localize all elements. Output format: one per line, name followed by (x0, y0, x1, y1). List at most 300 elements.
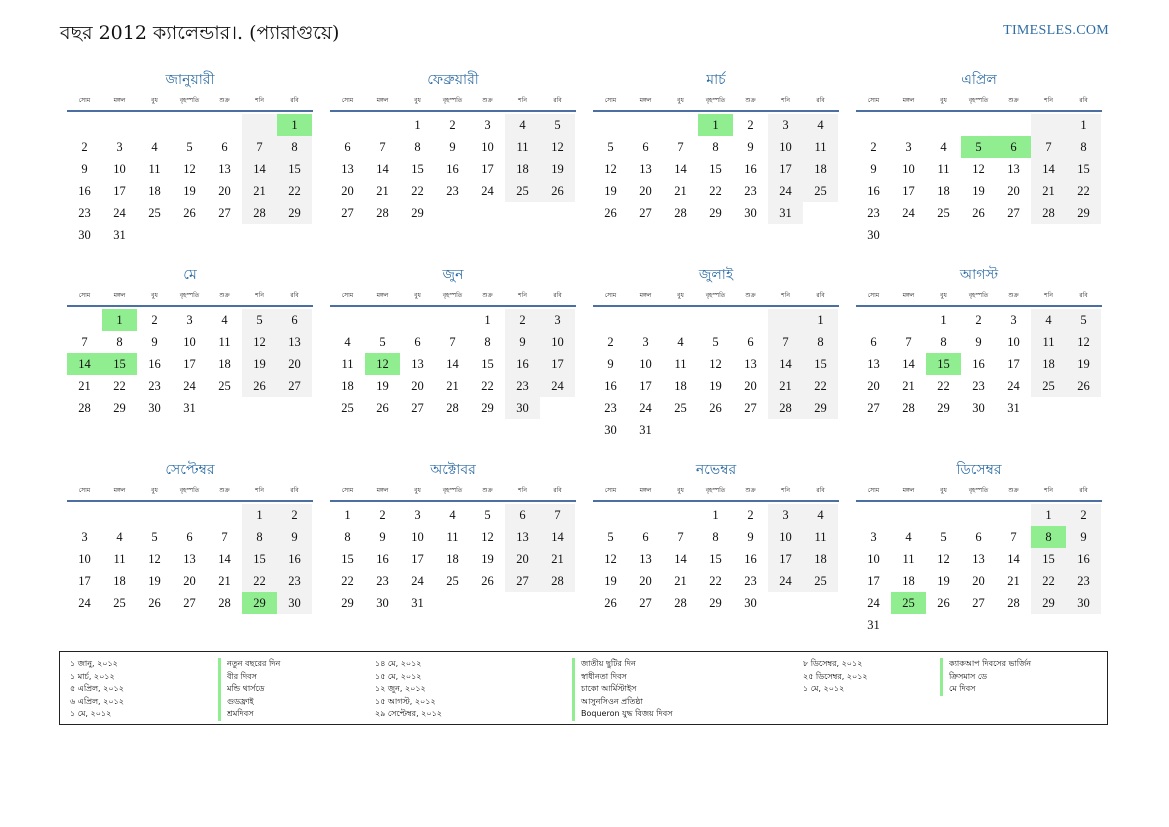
day-cell[interactable]: 9 (81, 162, 88, 176)
day-cell[interactable]: 2 (1066, 504, 1101, 526)
day-cell[interactable]: 28 (446, 401, 459, 415)
day-cell[interactable]: 4 (940, 140, 947, 154)
day-cell[interactable]: 2 (747, 118, 754, 132)
day-cell[interactable]: 17 (1007, 357, 1020, 371)
day-cell[interactable]: 22 (709, 574, 722, 588)
day-cell[interactable]: 27 (1007, 206, 1020, 220)
day-cell[interactable]: 23 (744, 574, 757, 588)
day-cell[interactable]: 2 (151, 313, 158, 327)
day-cell[interactable]: 17 (113, 184, 126, 198)
day-cell[interactable]: 12 (937, 552, 950, 566)
day-cell[interactable]: 29 (937, 401, 950, 415)
day-cell[interactable]: 4 (677, 335, 684, 349)
day-cell[interactable]: 21 (446, 379, 459, 393)
day-cell[interactable]: 13 (744, 357, 757, 371)
day-cell[interactable]: 15 (481, 357, 494, 371)
day-cell[interactable]: 30 (148, 401, 161, 415)
day-cell[interactable]: 20 (1007, 184, 1020, 198)
day-cell[interactable]: 15 (1031, 548, 1066, 570)
day-cell[interactable]: 24 (639, 401, 652, 415)
day-cell[interactable]: 12 (242, 331, 277, 353)
day-cell[interactable]: 19 (148, 574, 161, 588)
day-cell[interactable]: 24 (113, 206, 126, 220)
day-cell[interactable]: 12 (604, 162, 617, 176)
day-cell[interactable]: 9 (379, 530, 386, 544)
day-cell[interactable]: 18 (148, 184, 161, 198)
day-cell[interactable]: 17 (183, 357, 196, 371)
day-cell[interactable]: 22 (937, 379, 950, 393)
day-cell[interactable]: 27 (744, 401, 757, 415)
day-cell[interactable]: 19 (376, 379, 389, 393)
day-cell[interactable]: 5 (484, 508, 491, 522)
day-cell[interactable]: 22 (113, 379, 126, 393)
day-cell[interactable]: 2 (449, 118, 456, 132)
day-cell[interactable]: 28 (78, 401, 91, 415)
day-cell[interactable]: 19 (183, 184, 196, 198)
day-cell[interactable]: 27 (341, 206, 354, 220)
day-cell[interactable]: 11 (1031, 331, 1066, 353)
day-cell[interactable]: 3 (540, 309, 575, 331)
day-cell[interactable]: 18 (113, 574, 126, 588)
day-cell[interactable]: 24 (411, 574, 424, 588)
day-cell[interactable]: 1 (484, 313, 491, 327)
day-cell[interactable]: 25 (505, 180, 540, 202)
day-cell[interactable]: 18 (218, 357, 231, 371)
day-cell[interactable]: 8 (484, 335, 491, 349)
day-cell[interactable]: 19 (481, 552, 494, 566)
day-cell[interactable]: 3 (768, 114, 803, 136)
day-cell[interactable]: 8 (242, 526, 277, 548)
day-cell[interactable]: 8 (803, 331, 838, 353)
day-cell[interactable]: 5 (540, 114, 575, 136)
holiday-day[interactable]: 15 (926, 353, 961, 375)
day-cell[interactable]: 13 (183, 552, 196, 566)
day-cell[interactable]: 28 (902, 401, 915, 415)
day-cell[interactable]: 20 (505, 548, 540, 570)
day-cell[interactable]: 23 (867, 206, 880, 220)
day-cell[interactable]: 12 (481, 530, 494, 544)
day-cell[interactable]: 8 (414, 140, 421, 154)
day-cell[interactable]: 18 (674, 379, 687, 393)
day-cell[interactable]: 20 (411, 379, 424, 393)
day-cell[interactable]: 7 (1010, 530, 1017, 544)
day-cell[interactable]: 20 (639, 574, 652, 588)
day-cell[interactable]: 19 (604, 574, 617, 588)
day-cell[interactable]: 8 (940, 335, 947, 349)
day-cell[interactable]: 5 (186, 140, 193, 154)
holiday-day[interactable]: 14 (67, 353, 102, 375)
day-cell[interactable]: 17 (540, 353, 575, 375)
day-cell[interactable]: 27 (277, 375, 312, 397)
day-cell[interactable]: 25 (218, 379, 231, 393)
day-cell[interactable]: 7 (677, 140, 684, 154)
day-cell[interactable]: 8 (1066, 136, 1101, 158)
day-cell[interactable]: 19 (540, 158, 575, 180)
day-cell[interactable]: 15 (277, 158, 312, 180)
day-cell[interactable]: 19 (937, 574, 950, 588)
day-cell[interactable]: 26 (376, 401, 389, 415)
holiday-day[interactable]: 29 (242, 592, 277, 614)
day-cell[interactable]: 15 (709, 552, 722, 566)
day-cell[interactable]: 12 (540, 136, 575, 158)
day-cell[interactable]: 14 (540, 526, 575, 548)
day-cell[interactable]: 10 (78, 552, 91, 566)
day-cell[interactable]: 6 (344, 140, 351, 154)
day-cell[interactable]: 6 (414, 335, 421, 349)
site-link[interactable]: TIMESLES.COM (1003, 23, 1109, 38)
day-cell[interactable]: 18 (803, 548, 838, 570)
day-cell[interactable]: 21 (242, 180, 277, 202)
day-cell[interactable]: 5 (242, 309, 277, 331)
day-cell[interactable]: 10 (902, 162, 915, 176)
day-cell[interactable]: 4 (1031, 309, 1066, 331)
day-cell[interactable]: 3 (414, 508, 421, 522)
day-cell[interactable]: 6 (642, 530, 649, 544)
day-cell[interactable]: 29 (277, 202, 312, 224)
day-cell[interactable]: 4 (116, 530, 123, 544)
day-cell[interactable]: 15 (242, 548, 277, 570)
day-cell[interactable]: 2 (870, 140, 877, 154)
day-cell[interactable]: 15 (1066, 158, 1101, 180)
day-cell[interactable]: 28 (376, 206, 389, 220)
day-cell[interactable]: 19 (972, 184, 985, 198)
day-cell[interactable]: 15 (411, 162, 424, 176)
day-cell[interactable]: 17 (902, 184, 915, 198)
day-cell[interactable]: 23 (78, 206, 91, 220)
day-cell[interactable]: 23 (277, 570, 312, 592)
day-cell[interactable]: 3 (642, 335, 649, 349)
day-cell[interactable]: 11 (902, 552, 915, 566)
day-cell[interactable]: 27 (639, 596, 652, 610)
day-cell[interactable]: 12 (604, 552, 617, 566)
holiday-day[interactable]: 12 (365, 353, 400, 375)
day-cell[interactable]: 21 (376, 184, 389, 198)
day-cell[interactable]: 23 (505, 375, 540, 397)
day-cell[interactable]: 2 (277, 504, 312, 526)
day-cell[interactable]: 17 (78, 574, 91, 588)
day-cell[interactable]: 10 (183, 335, 196, 349)
day-cell[interactable]: 1 (414, 118, 421, 132)
day-cell[interactable]: 22 (242, 570, 277, 592)
day-cell[interactable]: 10 (411, 530, 424, 544)
day-cell[interactable]: 30 (505, 397, 540, 419)
day-cell[interactable]: 27 (639, 206, 652, 220)
day-cell[interactable]: 3 (81, 530, 88, 544)
day-cell[interactable]: 8 (277, 136, 312, 158)
day-cell[interactable]: 11 (803, 136, 838, 158)
day-cell[interactable]: 2 (505, 309, 540, 331)
day-cell[interactable]: 14 (1031, 158, 1066, 180)
day-cell[interactable]: 11 (937, 162, 950, 176)
day-cell[interactable]: 8 (116, 335, 123, 349)
day-cell[interactable]: 16 (744, 552, 757, 566)
day-cell[interactable]: 26 (1066, 375, 1101, 397)
day-cell[interactable]: 13 (639, 162, 652, 176)
day-cell[interactable]: 24 (540, 375, 575, 397)
day-cell[interactable]: 29 (709, 596, 722, 610)
day-cell[interactable]: 16 (604, 379, 617, 393)
day-cell[interactable]: 7 (540, 504, 575, 526)
day-cell[interactable]: 30 (867, 228, 880, 242)
day-cell[interactable]: 18 (937, 184, 950, 198)
day-cell[interactable]: 26 (709, 401, 722, 415)
day-cell[interactable]: 13 (639, 552, 652, 566)
day-cell[interactable]: 2 (747, 508, 754, 522)
day-cell[interactable]: 25 (113, 596, 126, 610)
day-cell[interactable]: 25 (446, 574, 459, 588)
day-cell[interactable]: 28 (768, 397, 803, 419)
day-cell[interactable]: 20 (744, 379, 757, 393)
day-cell[interactable]: 14 (242, 158, 277, 180)
day-cell[interactable]: 22 (341, 574, 354, 588)
day-cell[interactable]: 3 (484, 118, 491, 132)
day-cell[interactable]: 10 (867, 552, 880, 566)
day-cell[interactable]: 7 (677, 530, 684, 544)
day-cell[interactable]: 18 (341, 379, 354, 393)
day-cell[interactable]: 9 (870, 162, 877, 176)
day-cell[interactable]: 12 (148, 552, 161, 566)
day-cell[interactable]: 27 (218, 206, 231, 220)
day-cell[interactable]: 28 (218, 596, 231, 610)
day-cell[interactable]: 31 (113, 228, 126, 242)
day-cell[interactable]: 5 (607, 530, 614, 544)
day-cell[interactable]: 14 (674, 162, 687, 176)
day-cell[interactable]: 29 (341, 596, 354, 610)
holiday-day[interactable]: 15 (102, 353, 137, 375)
day-cell[interactable]: 30 (78, 228, 91, 242)
day-cell[interactable]: 24 (768, 180, 803, 202)
day-cell[interactable]: 26 (148, 596, 161, 610)
holiday-day[interactable]: 6 (996, 136, 1031, 158)
holiday-day[interactable]: 1 (277, 114, 312, 136)
day-cell[interactable]: 18 (505, 158, 540, 180)
day-cell[interactable]: 24 (183, 379, 196, 393)
day-cell[interactable]: 30 (744, 596, 757, 610)
day-cell[interactable]: 5 (379, 335, 386, 349)
day-cell[interactable]: 22 (1066, 180, 1101, 202)
day-cell[interactable]: 7 (221, 530, 228, 544)
day-cell[interactable]: 21 (218, 574, 231, 588)
day-cell[interactable]: 28 (1031, 202, 1066, 224)
day-cell[interactable]: 20 (218, 184, 231, 198)
day-cell[interactable]: 21 (540, 548, 575, 570)
day-cell[interactable]: 19 (242, 353, 277, 375)
day-cell[interactable]: 20 (639, 184, 652, 198)
day-cell[interactable]: 28 (540, 570, 575, 592)
day-cell[interactable]: 26 (242, 375, 277, 397)
day-cell[interactable]: 8 (712, 140, 719, 154)
day-cell[interactable]: 1 (712, 508, 719, 522)
day-cell[interactable]: 18 (1031, 353, 1066, 375)
day-cell[interactable]: 5 (1066, 309, 1101, 331)
day-cell[interactable]: 1 (242, 504, 277, 526)
day-cell[interactable]: 4 (449, 508, 456, 522)
day-cell[interactable]: 7 (81, 335, 88, 349)
day-cell[interactable]: 6 (642, 140, 649, 154)
day-cell[interactable]: 2 (607, 335, 614, 349)
day-cell[interactable]: 30 (1066, 592, 1101, 614)
day-cell[interactable]: 7 (449, 335, 456, 349)
day-cell[interactable]: 12 (709, 357, 722, 371)
day-cell[interactable]: 13 (277, 331, 312, 353)
day-cell[interactable]: 25 (937, 206, 950, 220)
day-cell[interactable]: 13 (218, 162, 231, 176)
day-cell[interactable]: 11 (218, 335, 231, 349)
day-cell[interactable]: 10 (113, 162, 126, 176)
day-cell[interactable]: 16 (148, 357, 161, 371)
day-cell[interactable]: 26 (481, 574, 494, 588)
day-cell[interactable]: 29 (709, 206, 722, 220)
day-cell[interactable]: 26 (183, 206, 196, 220)
day-cell[interactable]: 25 (674, 401, 687, 415)
day-cell[interactable]: 31 (867, 618, 880, 632)
day-cell[interactable]: 20 (341, 184, 354, 198)
day-cell[interactable]: 24 (1007, 379, 1020, 393)
day-cell[interactable]: 7 (768, 331, 803, 353)
day-cell[interactable]: 17 (481, 162, 494, 176)
day-cell[interactable]: 25 (341, 401, 354, 415)
day-cell[interactable]: 16 (505, 353, 540, 375)
day-cell[interactable]: 22 (1031, 570, 1066, 592)
day-cell[interactable]: 13 (867, 357, 880, 371)
day-cell[interactable]: 24 (481, 184, 494, 198)
day-cell[interactable]: 22 (709, 184, 722, 198)
day-cell[interactable]: 31 (183, 401, 196, 415)
day-cell[interactable]: 28 (242, 202, 277, 224)
day-cell[interactable]: 9 (747, 530, 754, 544)
day-cell[interactable]: 30 (376, 596, 389, 610)
day-cell[interactable]: 30 (604, 423, 617, 437)
day-cell[interactable]: 8 (344, 530, 351, 544)
day-cell[interactable]: 7 (242, 136, 277, 158)
day-cell[interactable]: 29 (1031, 592, 1066, 614)
day-cell[interactable]: 21 (78, 379, 91, 393)
day-cell[interactable]: 28 (674, 206, 687, 220)
day-cell[interactable]: 4 (151, 140, 158, 154)
day-cell[interactable]: 31 (768, 202, 803, 224)
day-cell[interactable]: 9 (505, 331, 540, 353)
day-cell[interactable]: 1 (1031, 504, 1066, 526)
day-cell[interactable]: 21 (674, 574, 687, 588)
day-cell[interactable]: 17 (768, 548, 803, 570)
day-cell[interactable]: 29 (803, 397, 838, 419)
day-cell[interactable]: 3 (116, 140, 123, 154)
day-cell[interactable]: 25 (148, 206, 161, 220)
day-cell[interactable]: 17 (768, 158, 803, 180)
day-cell[interactable]: 14 (376, 162, 389, 176)
day-cell[interactable]: 9 (747, 140, 754, 154)
day-cell[interactable]: 9 (1066, 526, 1101, 548)
day-cell[interactable]: 22 (411, 184, 424, 198)
day-cell[interactable]: 24 (78, 596, 91, 610)
day-cell[interactable]: 25 (1031, 375, 1066, 397)
day-cell[interactable]: 3 (1010, 313, 1017, 327)
day-cell[interactable]: 16 (867, 184, 880, 198)
day-cell[interactable]: 30 (972, 401, 985, 415)
holiday-day[interactable]: 1 (102, 309, 137, 331)
day-cell[interactable]: 17 (867, 574, 880, 588)
day-cell[interactable]: 12 (1066, 331, 1101, 353)
day-cell[interactable]: 5 (151, 530, 158, 544)
day-cell[interactable]: 6 (747, 335, 754, 349)
day-cell[interactable]: 25 (803, 570, 838, 592)
day-cell[interactable]: 31 (639, 423, 652, 437)
day-cell[interactable]: 16 (1066, 548, 1101, 570)
day-cell[interactable]: 14 (446, 357, 459, 371)
day-cell[interactable]: 15 (341, 552, 354, 566)
day-cell[interactable]: 4 (344, 335, 351, 349)
day-cell[interactable]: 16 (78, 184, 91, 198)
day-cell[interactable]: 13 (972, 552, 985, 566)
day-cell[interactable]: 11 (803, 526, 838, 548)
holiday-day[interactable]: 5 (961, 136, 996, 158)
day-cell[interactable]: 28 (1007, 596, 1020, 610)
day-cell[interactable]: 10 (768, 136, 803, 158)
day-cell[interactable]: 16 (972, 357, 985, 371)
day-cell[interactable]: 10 (639, 357, 652, 371)
day-cell[interactable]: 16 (446, 162, 459, 176)
day-cell[interactable]: 2 (379, 508, 386, 522)
day-cell[interactable]: 20 (277, 353, 312, 375)
day-cell[interactable]: 4 (803, 114, 838, 136)
day-cell[interactable]: 19 (1066, 353, 1101, 375)
day-cell[interactable]: 24 (768, 570, 803, 592)
day-cell[interactable]: 10 (768, 526, 803, 548)
day-cell[interactable]: 9 (607, 357, 614, 371)
day-cell[interactable]: 16 (277, 548, 312, 570)
day-cell[interactable]: 11 (505, 136, 540, 158)
day-cell[interactable]: 27 (867, 401, 880, 415)
day-cell[interactable]: 1 (1066, 114, 1101, 136)
day-cell[interactable]: 6 (975, 530, 982, 544)
day-cell[interactable]: 21 (674, 184, 687, 198)
day-cell[interactable]: 7 (1031, 136, 1066, 158)
day-cell[interactable]: 1 (803, 309, 838, 331)
day-cell[interactable]: 9 (151, 335, 158, 349)
day-cell[interactable]: 27 (183, 596, 196, 610)
day-cell[interactable]: 29 (113, 401, 126, 415)
day-cell[interactable]: 13 (341, 162, 354, 176)
day-cell[interactable]: 26 (604, 596, 617, 610)
day-cell[interactable]: 11 (341, 357, 354, 371)
day-cell[interactable]: 23 (972, 379, 985, 393)
day-cell[interactable]: 21 (768, 375, 803, 397)
day-cell[interactable]: 11 (113, 552, 126, 566)
day-cell[interactable]: 21 (1007, 574, 1020, 588)
day-cell[interactable]: 15 (803, 353, 838, 375)
day-cell[interactable]: 5 (712, 335, 719, 349)
day-cell[interactable]: 6 (870, 335, 877, 349)
day-cell[interactable]: 21 (902, 379, 915, 393)
day-cell[interactable]: 27 (972, 596, 985, 610)
day-cell[interactable]: 7 (905, 335, 912, 349)
day-cell[interactable]: 14 (902, 357, 915, 371)
day-cell[interactable]: 18 (803, 158, 838, 180)
day-cell[interactable]: 3 (186, 313, 193, 327)
day-cell[interactable]: 23 (1066, 570, 1101, 592)
day-cell[interactable]: 11 (446, 530, 459, 544)
day-cell[interactable]: 6 (186, 530, 193, 544)
day-cell[interactable]: 26 (937, 596, 950, 610)
day-cell[interactable]: 10 (1007, 335, 1020, 349)
day-cell[interactable]: 14 (218, 552, 231, 566)
day-cell[interactable]: 22 (803, 375, 838, 397)
day-cell[interactable]: 7 (379, 140, 386, 154)
day-cell[interactable]: 24 (867, 596, 880, 610)
day-cell[interactable]: 14 (674, 552, 687, 566)
day-cell[interactable]: 22 (481, 379, 494, 393)
day-cell[interactable]: 11 (674, 357, 687, 371)
